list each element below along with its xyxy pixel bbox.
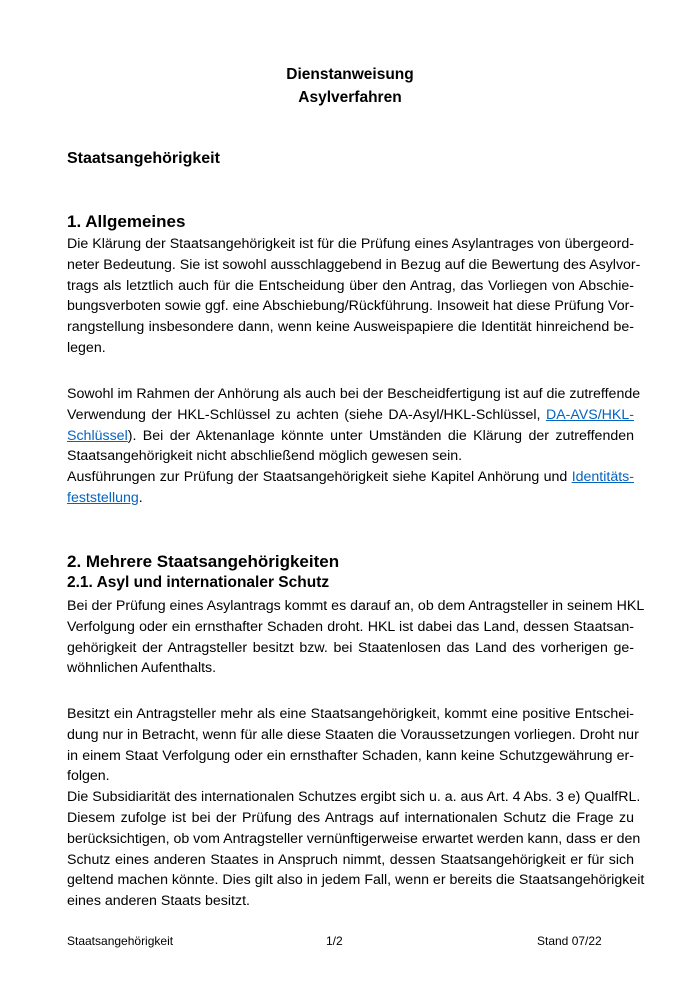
text-segment: Verwendung der HKL-Schlüssel zu achten (siehe DA-Asyl/HKL-Schlüssel, (67, 406, 546, 423)
topic-heading: Staatsangehörigkeit (67, 150, 220, 167)
text-line: Die Subsidiarität des internationalen Schutzes ergibt sich u. a. aus Art. 4 Abs. 3 e) QualfRL. (67, 789, 641, 806)
footer-page-number: 1/2 (326, 934, 343, 948)
text-segment: ). Bei der Aktenanlage könnte unter Umständen die Klärung der zutreffenden (127, 427, 634, 444)
text-line (67, 467, 634, 488)
identitaetsfeststellung-link[interactable]: Identitäts- (571, 469, 634, 486)
section-2-paragraph-1 (67, 596, 645, 679)
document-title: Dienstanweisung (286, 66, 414, 83)
section-1-heading: 1. Allgemeines (67, 212, 186, 231)
identitaetsfeststellung-link-continued[interactable]: feststellung (67, 489, 139, 506)
document-subtitle: Asylverfahren (298, 89, 402, 106)
text-line: Besitzt ein Antragsteller mehr als eine Staatsangehörigkeit, kommt eine positive Entschei- (67, 706, 634, 722)
text-line (67, 405, 634, 426)
text-line: Diesem zufolge ist bei der Prüfung des Antrags auf internationalen Schutz die Frage zu (67, 809, 634, 826)
text-line: Sowohl im Rahmen der Anhörung als auch bei der Bescheidfertigung ist auf die zutreffende (67, 386, 641, 402)
text-line: Verfolgung oder ein ernsthafter Schaden droht. HKL ist dabei das Land, dessen Staatsan- (67, 618, 634, 635)
text-line: wöhnlichen Aufenthalts. (67, 660, 217, 677)
da-avs-hkl-link[interactable]: DA-AVS/HKL- (545, 406, 634, 423)
text-line: trags als letztlich auch für die Entscheidung über den Antrag, das Vorliegen von Abschie- (67, 277, 634, 294)
text-line: Bei der Prüfung eines Asylantrags kommt es darauf an, ob dem Antragsteller in seinem HKL (67, 598, 645, 614)
text-line: in einem Staat Verfolgung oder ein ernsthafter Schaden, kann keine Schutzgewährung er- (67, 747, 634, 764)
text-line (67, 488, 634, 509)
text-line: neter Bedeutung. Sie ist sowohl ausschlaggebend in Bezug auf die Bewertung des Asylvor- (67, 256, 641, 273)
text-line (67, 426, 634, 447)
text-line: eines anderen Staats besitzt. (67, 893, 250, 910)
text-line: rangstellung insbesondere dann, wenn keine Ausweispapiere die Identität hinreichend be- (67, 319, 634, 336)
text-line: Staatsangehörigkeit nicht abschließend möglich gewesen sein. (67, 448, 463, 465)
section-1-paragraph-1 (67, 234, 641, 359)
text-line: geltend machen könnte. Dies gilt also in jedem Fall, wenn er bereits die Staatsangehörigkeit (67, 872, 645, 889)
section-2-heading: 2. Mehrere Staatsangehörigkeiten (67, 552, 340, 571)
text-segment: Ausführungen zur Prüfung der Staatsangehörigkeit siehe Kapitel Anhörung und (67, 469, 572, 486)
text-line: berücksichtigen, ob vom Antragsteller vernünftigerweise erwartet werden kann, dass er den (67, 830, 641, 847)
footer-version: Stand 07/22 (537, 934, 602, 948)
text-segment: . (138, 489, 143, 506)
text-line: legen. (67, 339, 106, 356)
text-line: dung nur in Betracht, wenn für alle diese Staaten die Voraussetzungen vorliegen. Droht nur (67, 726, 639, 743)
footer-topic: Staatsangehörigkeit (67, 934, 174, 948)
da-avs-hkl-link-continued[interactable]: Schlüssel (67, 427, 128, 444)
text-line: Schutz eines anderen Staates in Anspruch nimmt, dessen Staatsangehörigkeit er für sich (67, 851, 634, 868)
text-line: Die Klärung der Staatsangehörigkeit ist für die Prüfung eines Asylantrages von übergeord- (67, 236, 634, 252)
section-1-paragraph-2 (67, 384, 641, 509)
section-2-1-heading: 2.1. Asyl und internationaler Schutz (67, 574, 330, 591)
section-2-paragraph-2 (67, 704, 645, 912)
text-line: bungsverboten sowie ggf. eine Abschiebung/Rückführung. Insoweit hat diese Prüfung Vor- (67, 298, 635, 315)
text-line: gehörigkeit der Antragsteller besitzt bzw. bei Staatenlosen das Land des vorherigen ge- (67, 639, 634, 656)
text-line: folgen. (67, 768, 110, 785)
